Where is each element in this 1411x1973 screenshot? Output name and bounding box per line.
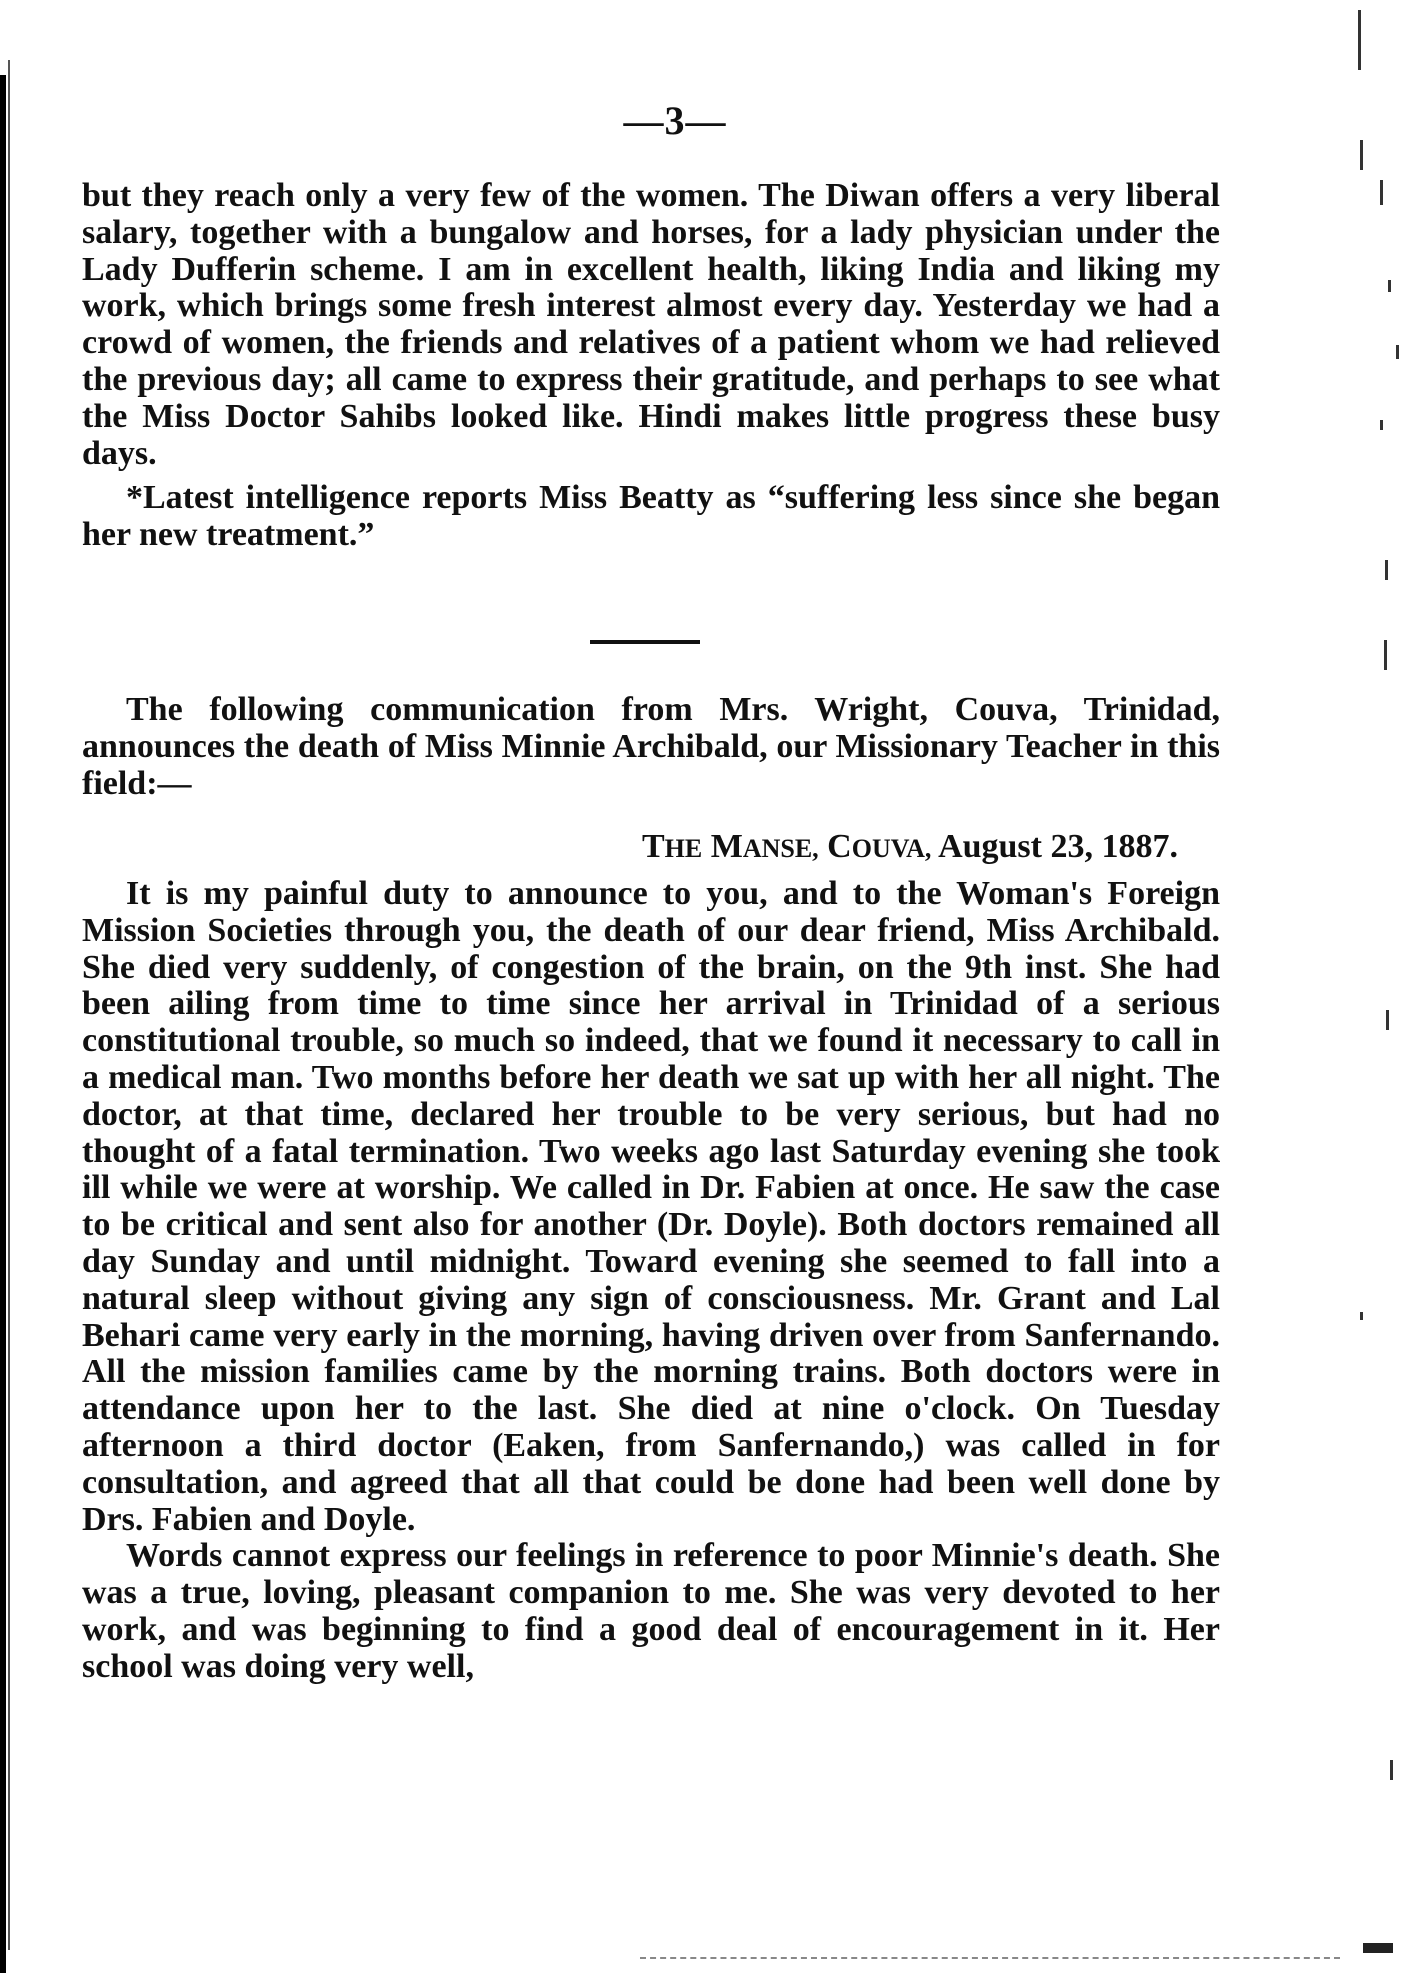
page-number: —3— [623,98,727,143]
page-left-edge [0,75,6,1973]
dateline-date: August 23, 1887. [938,828,1178,865]
dateline-couva-rest: OUVA, [851,834,932,863]
footnote-paragraph: *Latest intelligence reports Miss Beatty as “suffering less since she began her new treatment.” [82,479,1220,554]
bottom-corner-mark [1363,1943,1393,1953]
letter-dateline [642,828,1178,866]
letter-paragraph-1: It is my painful duty to announce to you, and to the Woman's Foreign Mission Societies through you, the death of our dear friend, Miss Archibald. She died very suddenly, of congestion of the brain, on the 9th inst. She had been ailing from time to time since her arrival in Trinidad of a serious constitutional trouble, so much so indeed, that we found it necessary to call in a medical man. Two months before her death we sat up with her all night. The doctor, at that time, declared her trouble to be very serious, but had no thought of a fatal termination. Two weeks ago last Saturday evening she took ill while we were at worship. We called in Dr. Fabien at once. He saw the case to be critical and sent also for another (Dr. Doyle). Both doctors remained all day Sunday and until midnight. Toward evening she seemed to fall into a natural sleep without giving any sign of consciousness. Mr. Grant and Lal Behari came very early in the morning, having driven over from Sanfernando. All the mission families came by the morning trains. Both doctors were in attendance upon her to the last. She died at nine o'clock. On Tuesday afternoon a third doctor (Eaken, from Sanfernando,) was called in for consultation, and agreed that all that could be done had been well done by Drs. Fabien and Doyle. [82,875,1220,1538]
intro-paragraph: The following communication from Mrs. Wright, Couva, Trinidad, announces the death of Miss Minnie Archibald, our Missionary Teacher in this field:— [82,691,1220,802]
page-left-edge-shadow [8,60,10,1950]
dateline-the-initial: T [641,828,665,865]
section1-paragraph: but they reach only a very few of the women. The Diwan offers a very liberal salary, together with a bungalow and horses, for a lady physician under the Lady Dufferin scheme. I am in excellent health, liking India and liking my work, which brings some fresh interest almost every day. Yesterday we had a crowd of women, the friends and relatives of a patient whom we had relieved the previous day; all came to express their gratitude, and perhaps to see what the Miss Doctor Sahibs looked like. Hindi makes little progress these busy days. [82,177,1220,472]
dateline-couva-initial: C [827,828,852,865]
section-divider-rule [590,640,700,644]
dateline-manse-rest: ANSE, [742,834,819,863]
bottom-edge-marks [640,1957,1340,1961]
section1-text [82,178,1220,554]
letter-body [82,876,1220,1686]
letter-paragraph-2: Words cannot express our feelings in reference to poor Minnie's death. She was a true, loving, pleasant companion to me. She was very devoted to her work, and was beginning to find a good deal of encouragement in it. Her school was doing very well, [82,1537,1220,1685]
dateline-the-rest: HE [664,834,703,863]
dateline-manse-initial: M [710,828,743,865]
section2-intro-block [82,692,1220,802]
